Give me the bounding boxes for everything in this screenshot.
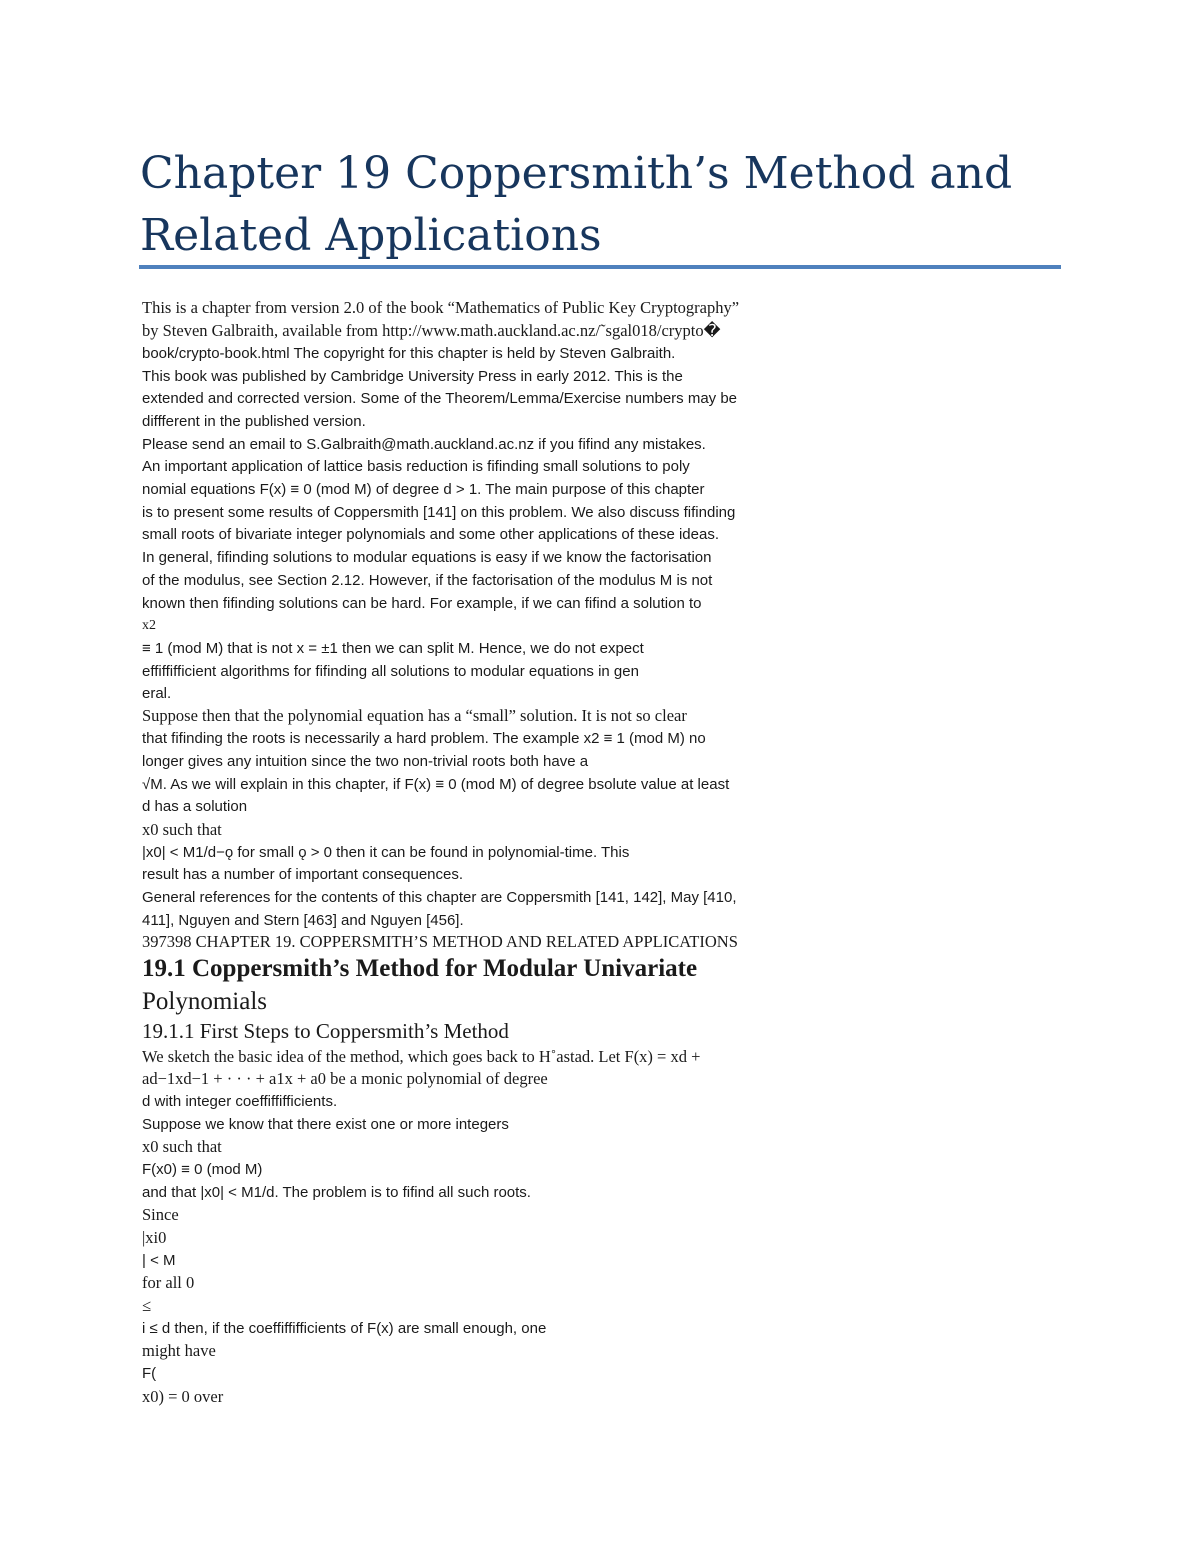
- body-line: diffferent in the published version.: [142, 413, 366, 430]
- body-line: General references for the contents of this chapter are Coppersmith [141, 142], May [410,: [142, 889, 737, 906]
- body-line: might have: [142, 1341, 216, 1360]
- body-line: d has a solution: [142, 798, 248, 815]
- title-underline: [139, 265, 1061, 269]
- body-line: small roots of bivariate integer polynomials and some other applications of these ideas.: [142, 526, 719, 543]
- body-line: that fifinding the roots is necessarily a hard problem. The example x2 ≡ 1 (mod M) no: [142, 730, 706, 747]
- body-line: ≡ 1 (mod M) that is not x = ±1 then we can split M. Hence, we do not expect: [142, 640, 644, 657]
- body-line: x0) = 0 over: [142, 1387, 224, 1406]
- body-line: √M. As we will explain in this chapter, if F(x) ≡ 0 (mod M) of degree bsolute value at least: [142, 776, 730, 793]
- body-line: F(x0) ≡ 0 (mod M): [142, 1161, 263, 1178]
- body-line: x0 such that: [142, 820, 222, 839]
- body-line: for all 0: [142, 1273, 195, 1292]
- body-line: |xi0: [142, 1228, 167, 1247]
- body-line: | < M: [142, 1252, 176, 1269]
- body-line: |x0| < M1/d−ǫ for small ǫ > 0 then it can be found in polynomial-time. This: [142, 844, 630, 861]
- body-line: x0 such that: [142, 1137, 222, 1156]
- body-line: Since: [142, 1205, 179, 1224]
- body-line: known then fifinding solutions can be hard. For example, if we can fifind a solution to: [142, 595, 702, 612]
- body-line: Suppose we know that there exist one or more integers: [142, 1116, 509, 1133]
- body-line: 411], Nguyen and Stern [463] and Nguyen [456].: [142, 912, 464, 929]
- body-line: Suppose then that the polynomial equation has a “small” solution. It is not so clear: [142, 706, 687, 725]
- body-line: of the modulus, see Section 2.12. However, if the factorisation of the modulus M is not: [142, 572, 713, 589]
- body-line: Please send an email to S.Galbraith@math.auckland.ac.nz if you fifind any mistakes.: [142, 436, 706, 453]
- body-line: effiffifficient algorithms for fifinding all solutions to modular equations in gen: [142, 663, 639, 680]
- body-line: An important application of lattice basis reduction is fifinding small solutions to poly: [142, 458, 690, 475]
- body-line: nomial equations F(x) ≡ 0 (mod M) of degree d > 1. The main purpose of this chapter: [142, 481, 705, 498]
- body-line: In general, fifinding solutions to modular equations is easy if we know the factorisation: [142, 549, 712, 566]
- chapter-title: Chapter 19 Coppersmith’s Method and Related Applications: [140, 148, 1013, 261]
- body-line: d with integer coeffiffifficients.: [142, 1093, 338, 1110]
- body-line: x2: [142, 618, 156, 633]
- body-line: ad−1xd−1 + · · · + a1x + a0 be a monic polynomial of degree: [142, 1069, 548, 1088]
- body-line: book/crypto-book.html The copyright for this chapter is held by Steven Galbraith.: [142, 345, 676, 362]
- section-heading-continued: Polynomials: [142, 988, 268, 1015]
- body-line: longer gives any intuition since the two non-trivial roots both have a: [142, 753, 589, 770]
- body-line: extended and corrected version. Some of the Theorem/Lemma/Exercise numbers may be: [142, 390, 738, 407]
- body-line: eral.: [142, 685, 172, 702]
- body-line: ≤: [142, 1296, 152, 1315]
- body-line: by Steven Galbraith, available from http://www.math.auckland.ac.nz/˜sgal018/crypto�: [142, 321, 721, 340]
- body-line: i ≤ d then, if the coeffiffifficients of F(x) are small enough, one: [142, 1320, 547, 1337]
- body-line: This book was published by Cambridge University Press in early 2012. This is the: [142, 368, 683, 385]
- body-line: and that |x0| < M1/d. The problem is to fifind all such roots.: [142, 1184, 531, 1201]
- section-heading: 19.1 Coppersmith’s Method for Modular Univariate: [142, 955, 698, 982]
- running-header: 397398 CHAPTER 19. COPPERSMITH’S METHOD AND RELATED APPLICATIONS: [142, 932, 738, 951]
- body-line: This is a chapter from version 2.0 of the book “Mathematics of Public Key Cryptography”: [142, 298, 740, 317]
- body-line: F(: [142, 1365, 157, 1382]
- body-line: is to present some results of Coppersmith [141] on this problem. We also discuss fifinding: [142, 504, 736, 521]
- subsection-heading: 19.1.1 First Steps to Coppersmith’s Method: [142, 1019, 509, 1043]
- body-line: We sketch the basic idea of the method, which goes back to H˚astad. Let F(x) = xd +: [142, 1047, 701, 1066]
- body-line: result has a number of important consequences.: [142, 866, 464, 883]
